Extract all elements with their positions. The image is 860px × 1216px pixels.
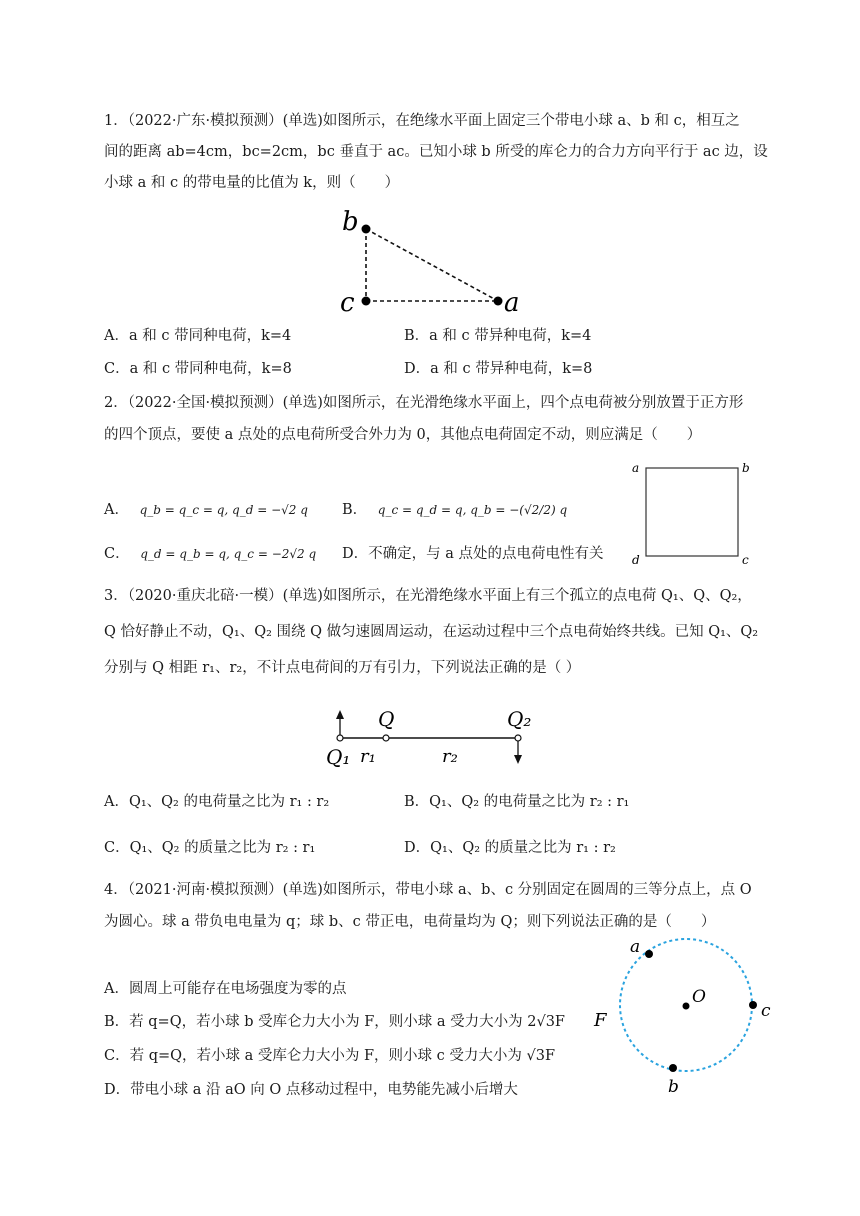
q4-label-b: b (668, 1077, 679, 1097)
q4-circle-figure (586, 932, 786, 1100)
q4-label-c: c (761, 1001, 771, 1021)
q3-label-q1: Q₁ (326, 745, 351, 769)
q3-line-2: Q 恰好静止不动，Q₁、Q₂ 围绕 Q 做匀速圆周运动，在运动过程中三个点电荷始终共线。已知 Q₁、Q₂ (104, 624, 759, 640)
q3-label-q2: Q₂ (507, 707, 532, 731)
q1-label-c: c (340, 288, 355, 318)
q2-label-d: d (632, 553, 640, 567)
q2-option-c-label: C． (104, 546, 130, 562)
q4-option-d[interactable]: D．带电小球 a 沿 aO 向 O 点移动过程中，电势能先减小后增大 (104, 1082, 518, 1098)
q1-line-3: 小球 a 和 c 的带电量的比值为 k，则（ ） (104, 175, 400, 191)
q4-option-b[interactable]: B．若 q=Q，若小球 b 受库仑力大小为 F，则小球 a 受力大小为 2√3F (104, 1014, 565, 1030)
q2-option-b[interactable] (342, 500, 567, 520)
q1-option-c[interactable]: C．a 和 c 带同种电荷，k=8 (104, 361, 292, 377)
q1-line-1: 1．（2022·广东·模拟预测）(单选)如图所示，在绝缘水平面上固定三个带电小球 a、b 和 c，相互之 (104, 113, 740, 129)
q3-label-r2: r₂ (442, 746, 458, 767)
q2-label-a: a (632, 461, 640, 475)
q3-line-3: 分别与 Q 相距 r₁、r₂，不计点电荷间的万有引力，下列说法正确的是（ ） (104, 660, 581, 676)
q4-line-2: 为圆心。球 a 带负电电量为 q；球 b、c 带正电，电荷量均为 Q；则下列说法正确的是（ ） (104, 914, 716, 930)
q2-option-c[interactable] (104, 544, 316, 564)
q1-option-a[interactable]: A．a 和 c 带同种电荷，k=4 (104, 328, 292, 344)
q3-option-a[interactable]: A．Q₁、Q₂ 的电荷量之比为 r₁ : r₂ (104, 794, 330, 810)
q2-option-b-formula: q_c = q_d = q, q_b = −(√2/2) q (377, 503, 568, 517)
q2-option-a-label: A． (104, 502, 129, 518)
q1-option-b[interactable]: B．a 和 c 带异种电荷，k=4 (404, 328, 592, 344)
q2-label-c: c (742, 553, 749, 567)
q1-option-d[interactable]: D．a 和 c 带异种电荷，k=8 (404, 361, 593, 377)
q1-label-b: b (342, 207, 359, 237)
q4-option-a[interactable]: A．圆周上可能存在电场强度为零的点 (104, 981, 347, 997)
q4-label-f: F (594, 1010, 607, 1031)
q2-option-b-label: B． (342, 502, 368, 518)
q4-label-o: O (692, 987, 706, 1007)
q2-option-a-formula: q_b = q_c = q, q_d = −√2 q (139, 503, 308, 517)
q2-square-figure (626, 458, 756, 568)
q3-option-b[interactable]: B．Q₁、Q₂ 的电荷量之比为 r₂ : r₁ (404, 794, 630, 810)
q2-option-d[interactable]: D．不确定，与 a 点处的点电荷电性有关 (342, 546, 604, 562)
q2-option-a[interactable] (104, 500, 308, 520)
q3-option-d[interactable]: D．Q₁、Q₂ 的质量之比为 r₁ : r₂ (404, 840, 616, 856)
q1-line-2: 间的距离 ab=4cm，bc=2cm，bc 垂直于 ac。已知小球 b 所受的库仑力的合力方向平行于 ac 边，设 (104, 144, 768, 160)
q2-label-b: b (742, 461, 750, 475)
q2-line-2: 的四个顶点，要使 a 点处的点电荷所受合外力为 0，其他点电荷固定不动，则应满足（ ） (104, 427, 702, 443)
q3-option-c[interactable]: C．Q₁、Q₂ 的质量之比为 r₂ : r₁ (104, 840, 316, 856)
q2-line-1: 2．（2022·全国·模拟预测）(单选)如图所示，在光滑绝缘水平面上，四个点电荷被分别放置于正方形 (104, 395, 744, 411)
q3-label-q: Q (378, 707, 395, 731)
q3-line-1: 3．（2020·重庆北碚·一模）(单选)如图所示，在光滑绝缘水平面上有三个孤立的点电荷 Q₁、Q、Q₂， (104, 588, 752, 604)
q4-option-c[interactable]: C．若 q=Q，若小球 a 受库仑力大小为 F，则小球 c 受力大小为 √3F (104, 1048, 556, 1064)
q4-label-a: a (630, 937, 641, 957)
q4-line-1: 4．（2021·河南·模拟预测）(单选)如图所示，带电小球 a、b、c 分别固定在圆周的三等分点上，点 O (104, 882, 752, 898)
q3-line-figure (322, 700, 552, 772)
q1-label-a: a (504, 288, 520, 318)
q2-option-c-formula: q_d = q_b = q, q_c = −2√2 q (140, 547, 317, 561)
q3-label-r1: r₁ (360, 746, 376, 767)
q1-triangle-figure (330, 205, 550, 318)
